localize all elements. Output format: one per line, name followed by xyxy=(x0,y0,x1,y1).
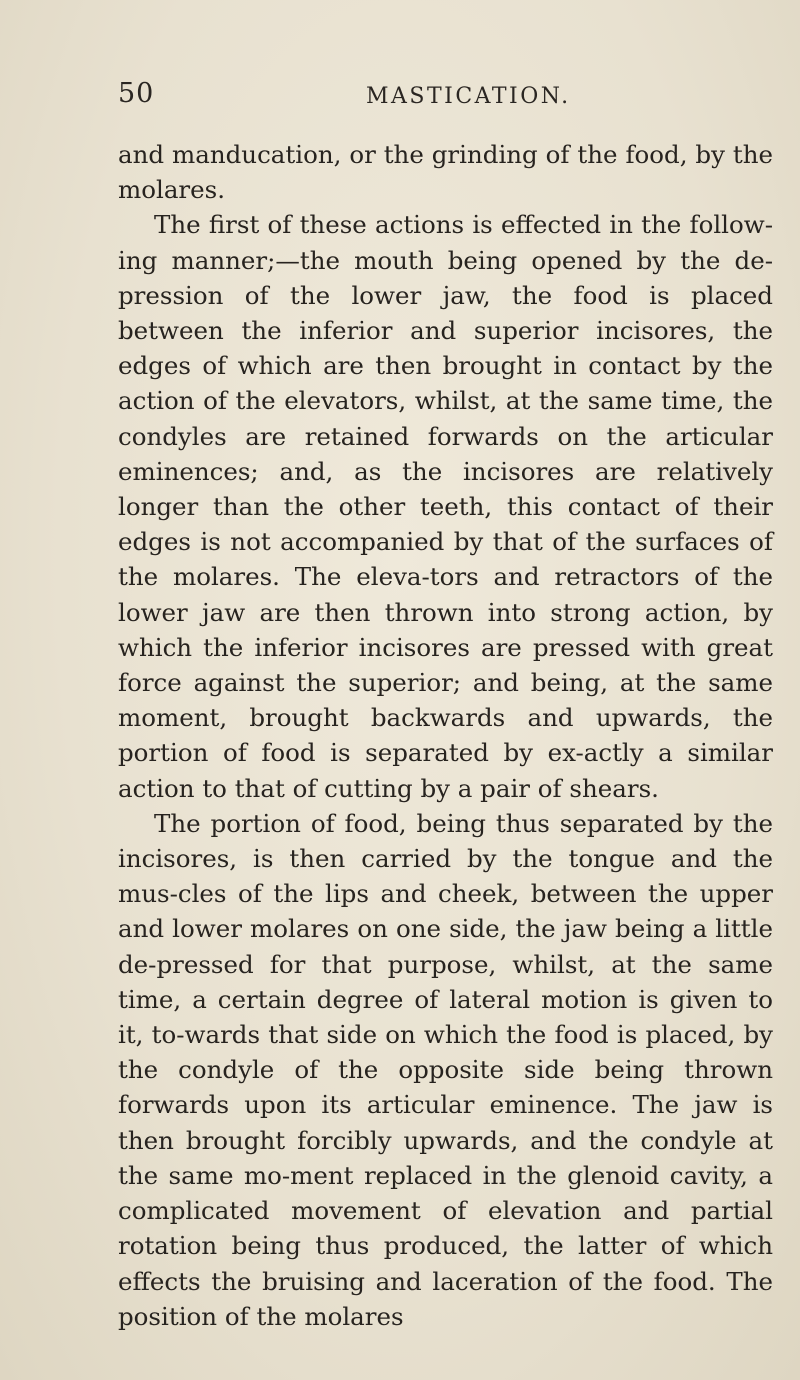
paragraph-continuation: and manducation, or the grinding of the food, by the molares. xyxy=(118,140,773,205)
running-title: MASTICATION. xyxy=(366,84,571,109)
running-head xyxy=(118,78,768,118)
paragraph-molares-action: The portion of food, being thus separated by the incisores, is then carried by the tongue and the mus-cles of the lips and cheek, between the upper and lower molares on one side, the jaw being a little de-pressed for that purpose, whilst, at the same time, a certain degree of lateral motion is given to it, to-wards that side on which the food is placed, by the condyle of the opposite side being thrown forwards upon its articular eminence. The jaw is then brought forcibly upwards, and the condyle at the same mo-ment replaced in the glenoid cavity, a complicated movement of elevation and partial rotation being thus produced, the latter of which effects the bruising and laceration of the food. The position of the molares xyxy=(118,808,773,1331)
paragraph-incisores-action: The first of these actions is effected in the follow-ing manner;—the mouth being opened by the de-pression of the lower jaw, the food is placed between the inferior and superior incisores, the edges of which are then brought in contact by the action of the elevators, whilst, at the same time, the condyles are retained forwards on the articular eminences; and, as the incisores are relatively longer than the other teeth, this contact of their edges is not accompanied by that of the surfaces of the molares. The eleva-tors and retractors of the lower jaw are then thrown into strong action, by which the inferior incisores are pressed with great force against the superior; and being, at the same moment, brought backwards and upwards, the portion of food is separated by ex-actly a similar action to that of cutting by a pair of shears. xyxy=(118,210,773,803)
body-text xyxy=(118,137,773,1334)
page-number: 50 xyxy=(118,78,155,109)
